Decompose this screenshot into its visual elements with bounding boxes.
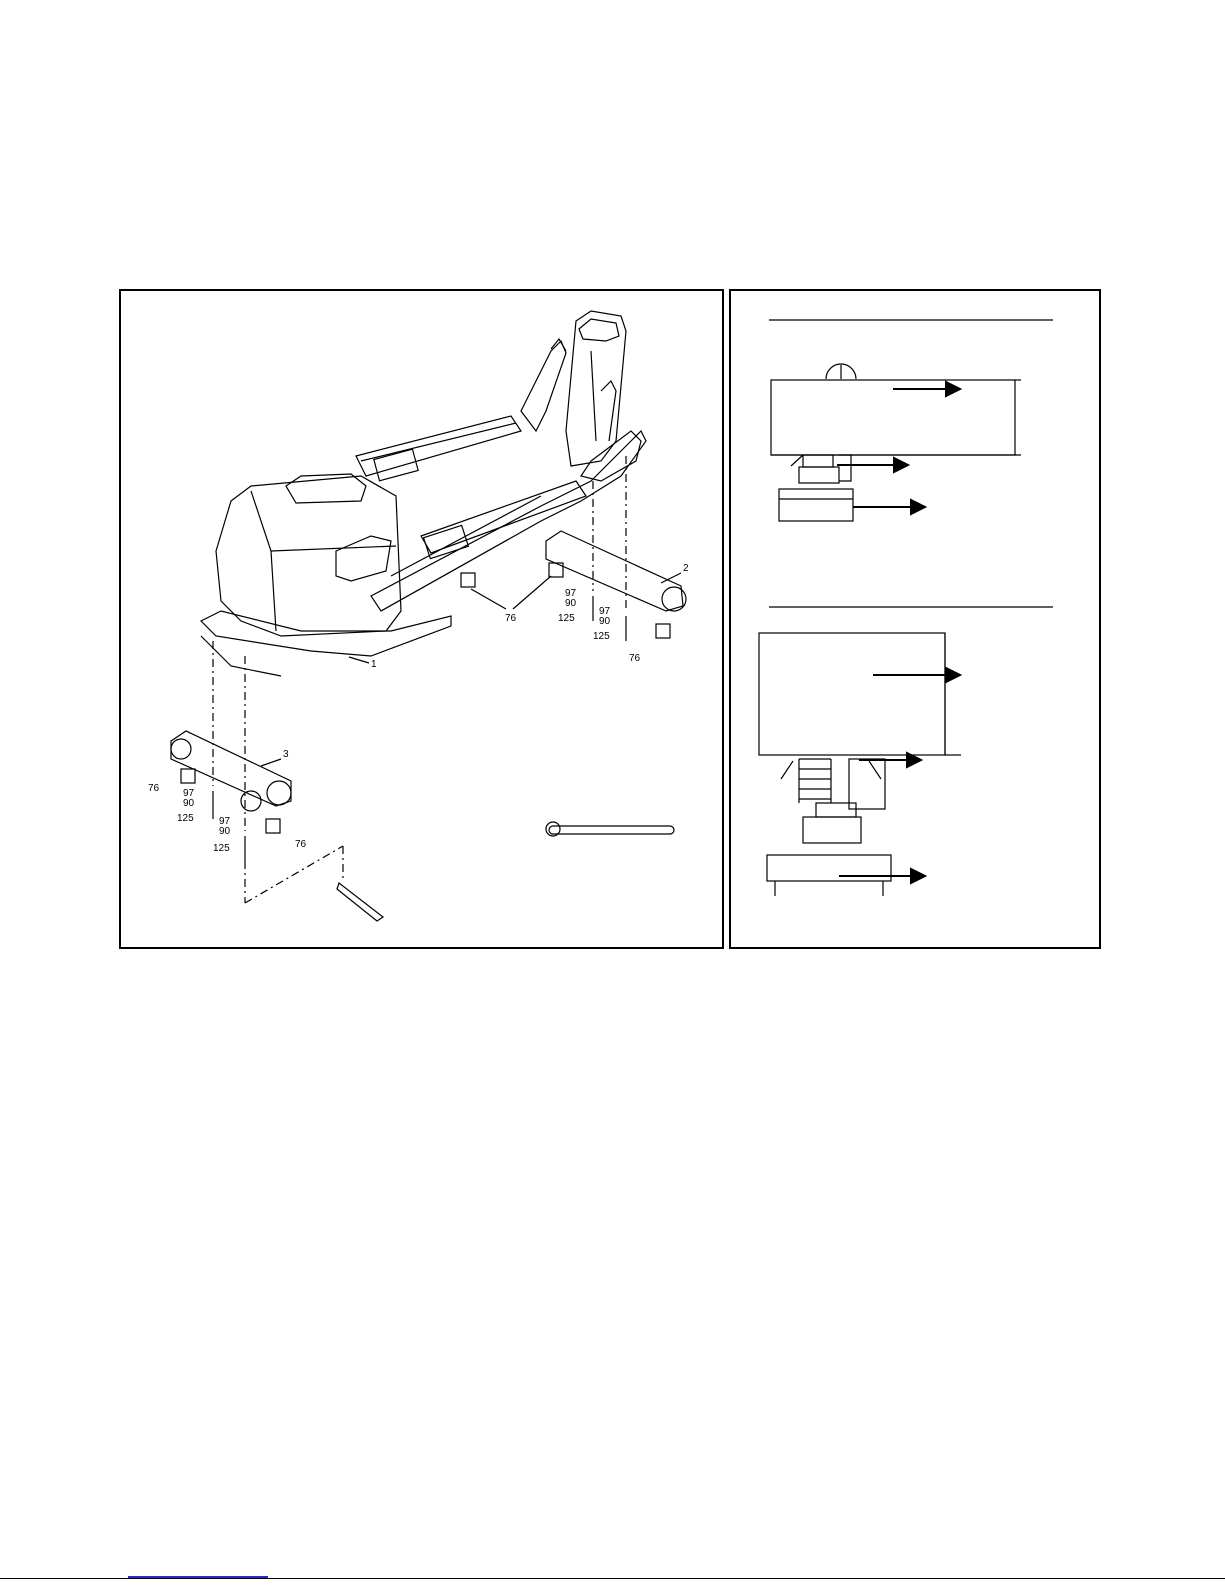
flywheel-housing — [216, 476, 401, 636]
callout-labels — [148, 563, 689, 854]
callout-washer: 97 — [183, 788, 195, 799]
arrow-right-icon — [853, 500, 925, 514]
callout-lock-washer: 90 — [599, 616, 611, 627]
housing-top-cap — [286, 474, 366, 503]
arm-left — [521, 341, 566, 431]
housing-window — [336, 536, 391, 581]
arrow-right-icon — [837, 458, 908, 472]
callout-lock-washer: 90 — [565, 598, 577, 609]
callout-bolt: 125 — [558, 613, 575, 624]
callout-front-stabilizer: 3 — [283, 749, 289, 760]
callout-bolt: 125 — [213, 843, 230, 854]
leveler-detail-drawing — [731, 291, 1099, 947]
bolt-group — [213, 596, 626, 861]
frame-base — [581, 431, 641, 481]
callout-leveler: 76 — [505, 613, 517, 624]
detail-frame-section-large — [759, 633, 945, 755]
callout-bolt: 125 — [177, 813, 194, 824]
footer-rule — [0, 1578, 1225, 1579]
arm-right — [601, 381, 616, 441]
slide-rail-upper — [356, 416, 521, 476]
callout-leveler: 76 — [629, 653, 641, 664]
callout-rear-stabilizer: 2 — [683, 563, 689, 574]
callout-leveler: 76 — [148, 783, 160, 794]
detail-leveler-foot — [779, 489, 853, 521]
callout-lock-washer: 90 — [219, 826, 231, 837]
assembly-diagram-panel — [119, 289, 724, 949]
callout-washer: 97 — [565, 588, 577, 599]
callout-frame: 1 — [371, 659, 377, 670]
alignment-lines — [213, 456, 626, 903]
leveler-group — [181, 563, 670, 833]
leveler-detail-panel — [729, 289, 1101, 949]
detail-frame-section — [771, 380, 1015, 455]
callout-washer: 97 — [219, 816, 231, 827]
callout-lock-washer: 90 — [183, 798, 195, 809]
detail-leveler-foot-large — [767, 855, 891, 881]
hex-key-icon — [337, 883, 383, 921]
exploded-view-drawing — [121, 291, 722, 947]
allen-wrench-icon — [546, 822, 674, 836]
callout-leveler: 76 — [295, 839, 307, 850]
slide-block-upper — [374, 449, 418, 481]
callout-bolt: 125 — [593, 631, 610, 642]
callout-washer: 97 — [599, 606, 611, 617]
upright-column — [566, 311, 626, 466]
footer-link-underline[interactable] — [128, 1576, 268, 1578]
